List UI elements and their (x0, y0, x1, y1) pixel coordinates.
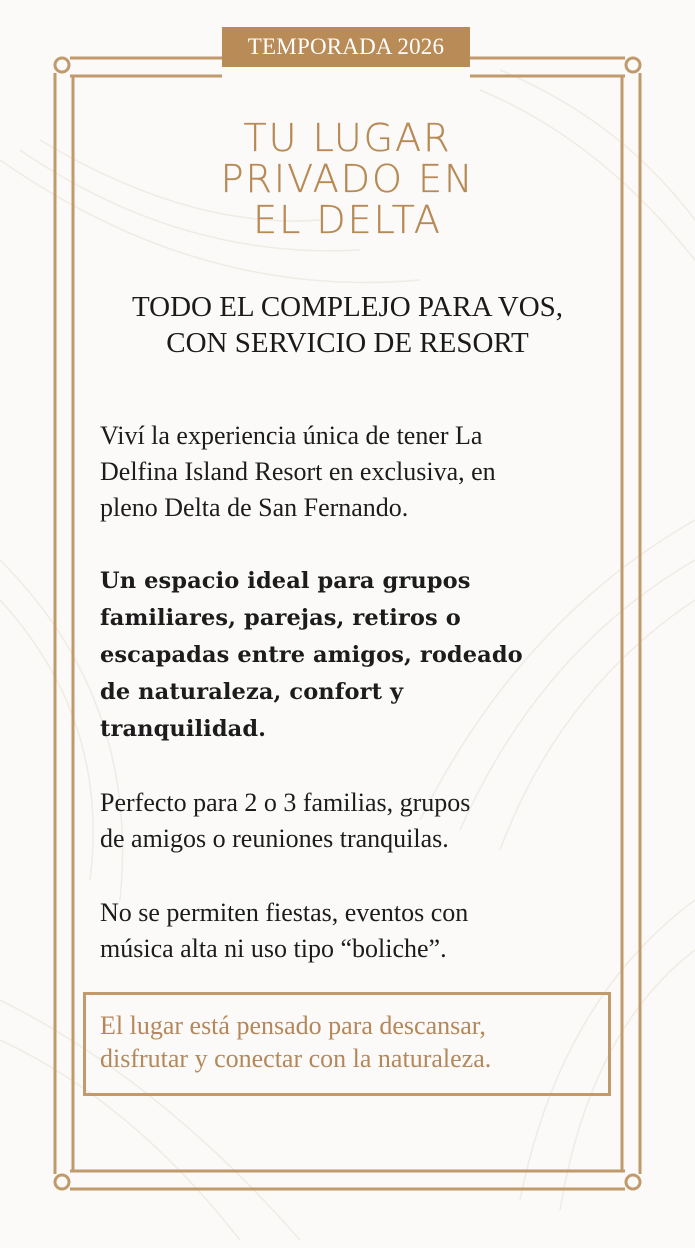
headline-line: PRIVADO EN (220, 157, 475, 201)
subheadline-line: TODO EL COMPLEJO PARA VOS, (131, 291, 564, 323)
paragraph-line: Delfina Island Resort en exclusiva, en (100, 457, 496, 486)
paragraph-line: escapadas entre amigos, rodeado (100, 642, 523, 668)
ideal-space-paragraph (100, 563, 605, 748)
subheadline-line: CON SERVICIO DE RESORT (166, 327, 529, 359)
callout-text (100, 1009, 600, 1075)
paragraph-line: música alta ni uso tipo “boliche”. (100, 934, 447, 963)
paragraph-line: familiares, parejas, retiros o (100, 605, 461, 631)
paragraph-line: de naturaleza, confort y (100, 679, 404, 705)
headline-line: EL DELTA (253, 198, 442, 242)
capacity-paragraph (100, 785, 605, 857)
callout-line: disfrutar y conectar con la naturaleza. (100, 1044, 492, 1073)
headline-line: TU LUGAR (243, 116, 452, 160)
subheadline (80, 289, 615, 361)
callout-box (83, 992, 611, 1096)
paragraph-line: No se permiten fiestas, eventos con (100, 898, 469, 927)
paragraph-line: tranquilidad. (100, 716, 267, 742)
paragraph-line: Un espacio ideal para grupos (100, 568, 471, 594)
paragraph-line: Perfecto para 2 o 3 familias, grupos (100, 788, 471, 817)
headline-title (110, 118, 585, 241)
paragraph-line: Viví la experiencia única de tener La (100, 421, 483, 450)
intro-paragraph (100, 418, 605, 526)
paragraph-line: de amigos o reuniones tranquilas. (100, 824, 449, 853)
season-badge: TEMPORADA 2026 (222, 27, 470, 67)
rules-paragraph (100, 895, 605, 967)
callout-line: El lugar está pensado para descansar, (100, 1011, 486, 1040)
paragraph-line: pleno Delta de San Fernando. (100, 493, 409, 522)
